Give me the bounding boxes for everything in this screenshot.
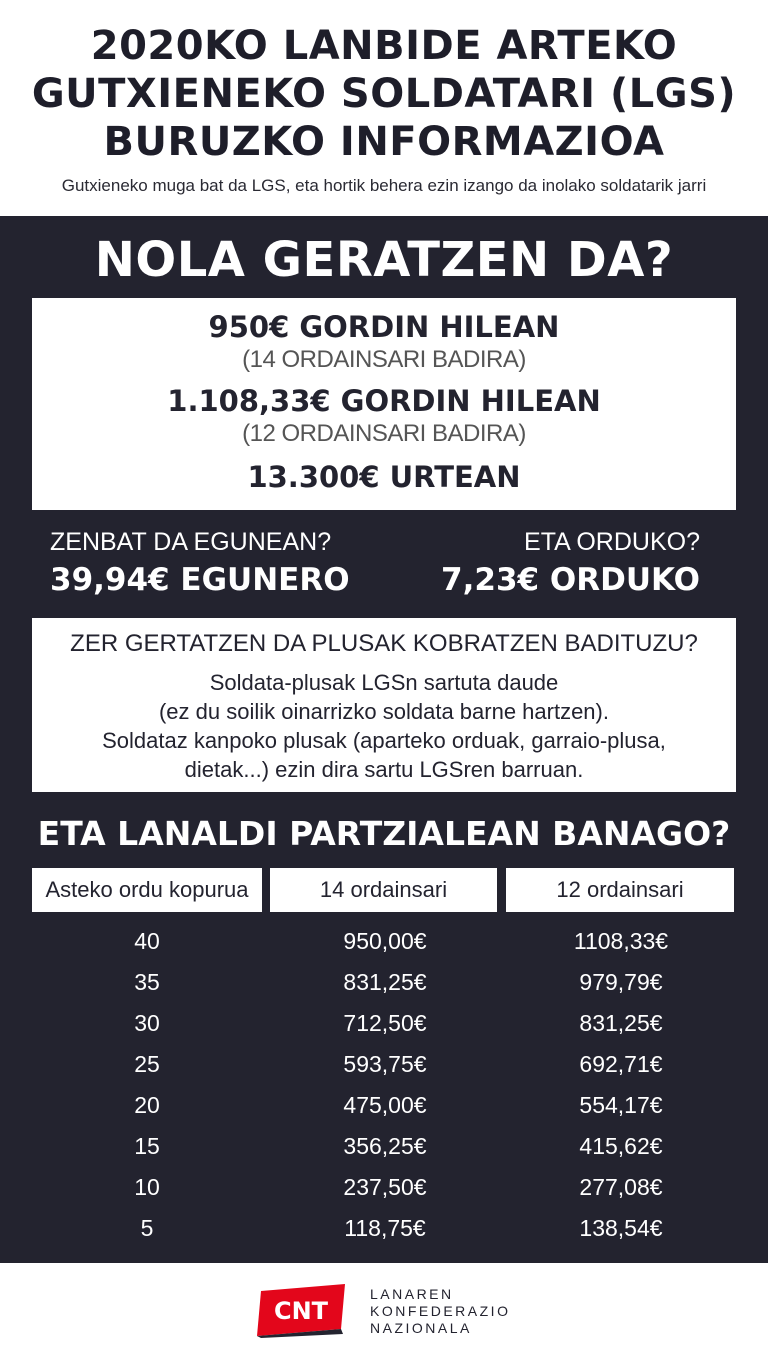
- logo-text: CNT: [273, 1297, 329, 1325]
- table-cell: 15: [134, 1133, 160, 1159]
- plus-line: Soldata-plusak LGSn sartuta daude: [209, 670, 559, 695]
- table-cell: 30: [134, 1010, 160, 1036]
- org-name: [370, 1286, 510, 1337]
- table-cell: 20: [134, 1092, 160, 1118]
- table-cell: 950,00€: [343, 928, 427, 954]
- plus-body: [32, 668, 736, 784]
- hourly-label: ETA ORDUKO?: [524, 528, 700, 556]
- table-cell: 40: [134, 928, 160, 954]
- title-line: 2020KO LANBIDE ARTEKO: [90, 23, 678, 69]
- yearly-value: 13.300€ URTEAN: [247, 460, 521, 494]
- table-cell: 475,00€: [343, 1092, 427, 1118]
- table-cell: 356,25€: [343, 1133, 427, 1159]
- title-line: BURUZKO INFORMAZIOA: [103, 119, 665, 165]
- table-cell: 831,25€: [579, 1010, 663, 1036]
- table-cell: 10: [134, 1174, 160, 1200]
- plus-box: [32, 618, 736, 792]
- daily-label: ZENBAT DA EGUNEAN?: [50, 528, 332, 556]
- table-cell: 712,50€: [343, 1010, 427, 1036]
- table-header-12: 12 ordainsari: [506, 868, 734, 912]
- table-cell: 25: [134, 1051, 160, 1077]
- table-cell: 1108,33€: [573, 928, 669, 954]
- plus-heading: ZER GERTATZEN DA PLUSAK KOBRATZEN BADITUZU?: [70, 630, 698, 657]
- org-line: KONFEDERAZIO: [370, 1303, 511, 1319]
- table-cell: 692,71€: [579, 1051, 663, 1077]
- salary-box: [32, 298, 736, 510]
- plus-line: Soldataz kanpoko plusak (aparteko orduak, garraio-plusa,: [102, 728, 666, 753]
- table-cell: 237,50€: [343, 1174, 427, 1200]
- table-cell: 5: [140, 1215, 154, 1241]
- page-title: [0, 22, 768, 166]
- cnt-logo: [253, 1282, 349, 1338]
- table-heading: ETA LANALDI PARTZIALEAN BANAGO?: [37, 814, 731, 853]
- monthly-12-value: 1.108,33€ GORDIN HILEAN: [167, 384, 601, 418]
- subtitle: Gutxieneko muga bat da LGS, eta hortik behera ezin izango da inolako soldatarik jarri: [61, 176, 707, 195]
- monthly-14-value: 950€ GORDIN HILEAN: [208, 310, 560, 344]
- plus-line: (ez du soilik oinarrizko soldata barne hartzen).: [158, 699, 609, 724]
- org-line: NAZIONALA: [370, 1320, 472, 1336]
- header: [0, 0, 768, 216]
- table-cell: 593,75€: [343, 1051, 427, 1077]
- table-cell: 138,54€: [579, 1215, 663, 1241]
- table-header-14: 14 ordainsari: [270, 868, 497, 912]
- table-cell: 979,79€: [579, 969, 663, 995]
- table-cell: 831,25€: [343, 969, 427, 995]
- hourly-value: 7,23€ ORDUKO: [441, 562, 700, 598]
- org-line: LANAREN: [370, 1286, 454, 1302]
- table-cell: 415,62€: [579, 1133, 663, 1159]
- monthly-12-note: (12 ORDAINSARI BADIRA): [242, 420, 526, 447]
- daily-value: 39,94€ EGUNERO: [50, 562, 350, 598]
- table-header-hours: Asteko ordu kopurua: [32, 868, 262, 912]
- plus-line: dietak...) ezin dira sartu LGSren barruan.: [184, 757, 584, 782]
- table-cell: 554,17€: [579, 1092, 663, 1118]
- table-cell: 277,08€: [579, 1174, 663, 1200]
- table-cell: 118,75€: [344, 1215, 426, 1241]
- section1-heading: NOLA GERATZEN DA?: [94, 232, 674, 288]
- table-cell: 35: [134, 969, 160, 995]
- title-line: GUTXIENEKO SOLDATARI (LGS): [31, 71, 737, 117]
- monthly-14-note: (14 ORDAINSARI BADIRA): [242, 346, 526, 373]
